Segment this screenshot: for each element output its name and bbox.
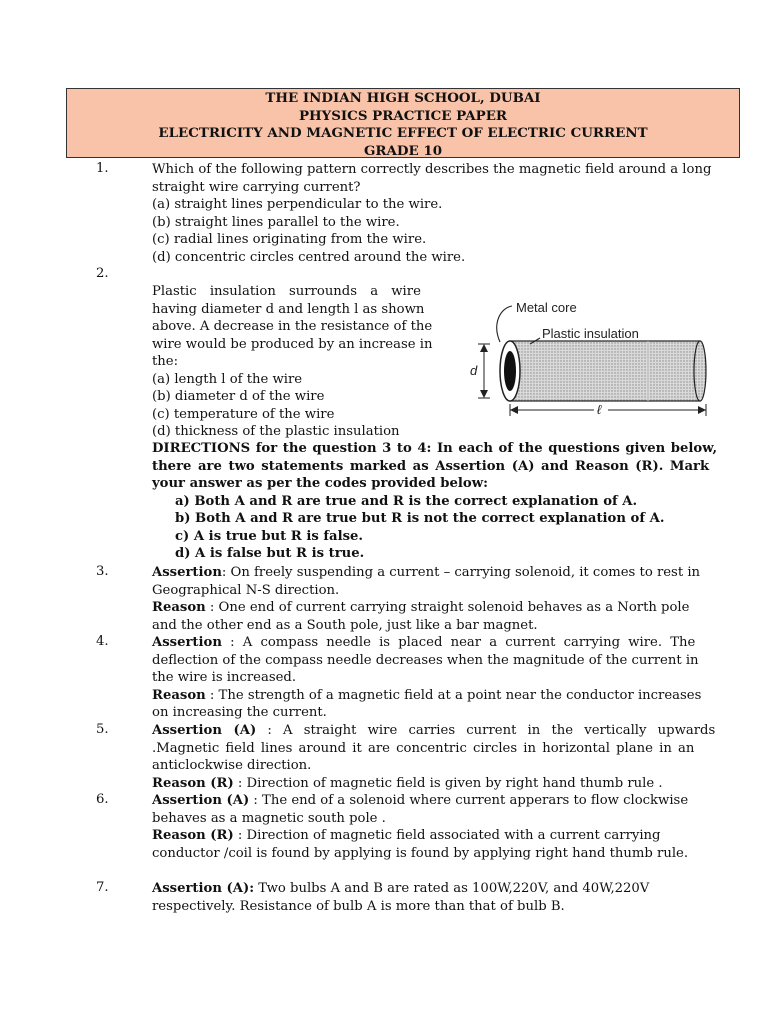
answer-code-c: c) A is true but R is false. [175,529,364,544]
question-1 [152,161,735,266]
question-1-text-line: Which of the following pattern correctly describes the magnetic field around a long [152,162,712,177]
question-number-5: 5. [96,722,109,737]
question-number-4: 4. [96,634,109,649]
question-2-text-line: Plastic insulation surrounds a wire [152,284,421,299]
question-1-option-b: (b) straight lines parallel to the wire. [152,214,400,230]
directions-line: your answer as per the codes provided below: [152,476,488,491]
question-2-text-line: wire would be produced by an increase in [152,336,433,352]
label-length: ℓ [597,402,602,417]
question-2 [152,283,442,441]
reason-text: : Direction of magnetic field associated with a current carrying [233,828,661,843]
question-number-6: 6. [96,792,109,807]
question-number-7: 7. [96,880,109,895]
assertion-text: : A compass needle is placed near a current carrying wire. The [221,635,696,650]
label-plastic-insulation: Plastic insulation [542,326,639,341]
assertion-label: Assertion [152,565,222,580]
question-2-option-d: (d) thickness of the plastic insulation [152,424,400,439]
reason-text: : Direction of magnetic field is given by right hand thumb rule . [233,775,663,791]
reason-label: Reason [152,600,206,615]
school-name: THE INDIAN HIGH SCHOOL, DUBAI [265,90,541,106]
paper-title: PHYSICS PRACTICE PAPER [298,107,508,124]
reason-label: Reason (R) [152,775,234,791]
question-6 [152,792,735,862]
question-5 [152,722,735,792]
question-2-text-line: having diameter d and length l as shown [152,301,425,317]
question-4 [152,634,735,722]
question-7 [152,880,735,915]
assertion-text: : On freely suspending a current – carrying solenoid, it comes to rest in [221,565,701,580]
question-1-option-a: (a) straight lines perpendicular to the wire. [152,197,443,212]
metal-core [504,351,516,391]
document-header [66,88,740,158]
question-2-option-a: (a) length l of the wire [152,371,303,387]
question-2-option-c: (c) temperature of the wire [152,406,335,422]
assertion-text: the wire is increased. [152,670,297,685]
question-1-text-line: straight wire carrying current? [152,179,361,195]
reason-text: : The strength of a magnetic field at a point near the conductor increases [205,687,702,703]
grade-label: GRADE 10 [363,142,443,159]
assertion-text: : The end of a solenoid where current apperars to flow clockwise [249,793,689,808]
assertion-text: : A straight wire carries current in the vertically upwards [256,723,716,738]
assertion-text: .Magnetic field lines around it are concentric circles in horizontal plane in an [152,740,695,756]
question-3 [152,564,735,634]
question-2-text-line: the: [152,354,179,369]
reason-text: conductor /coil is found by applying is found by applying right hand thumb rule. [152,845,689,861]
directions-line: there are two statements marked as Assertion (A) and Reason (R). Mark [152,458,710,474]
question-2-text-line: above. A decrease in the resistance of the [152,319,433,334]
question-number-3: 3. [96,564,109,579]
label-diameter: d [470,363,478,378]
assertion-text: respectively. Resistance of bulb A is more than that of bulb B. [152,898,565,914]
label-metal-core: Metal core [516,300,577,315]
assertion-label: Assertion (A) [152,793,250,808]
answer-code-d: d) A is false but R is true. [175,546,365,561]
question-1-option-c: (c) radial lines originating from the wire. [152,232,427,247]
assertion-label: Assertion (A): [152,881,255,896]
assertion-text: anticlockwise direction. [152,758,312,773]
assertion-text: Geographical N-S direction. [152,582,340,598]
question-2-option-b: (b) diameter d of the wire [152,389,325,404]
reason-text: : One end of current carrying straight solenoid behaves as a North pole [205,600,690,615]
question-number-1: 1. [96,161,109,176]
assertion-text: Two bulbs A and B are rated as 100W,220V, and 40W,220V [254,881,650,896]
directions-line: DIRECTIONS for the question 3 to 4: In each of the questions given below, [152,441,718,456]
plastic-insulation-body [510,341,700,401]
assertion-text: deflection of the compass needle decreases when the magnitude of the current in [152,652,699,668]
cylinder-far-end [694,341,706,401]
question-1-option-d: (d) concentric circles centred around the wire. [152,249,466,265]
assertion-label: Assertion [152,635,222,650]
chapter-title: ELECTRICITY AND MAGNETIC EFFECT OF ELECTRIC CURRENT [158,125,648,141]
insulated-wire-diagram [470,294,720,424]
reason-text: and the other end as a South pole, just like a bar magnet. [152,617,538,633]
question-number-2: 2. [96,266,109,281]
reason-text: on increasing the current. [152,705,327,720]
answer-code-b: b) Both A and R are true but R is not the correct explanation of A. [175,511,665,526]
assertion-label: Assertion (A) [152,723,257,738]
assertion-text: behaves as a magnetic south pole . [152,810,386,826]
reason-label: Reason (R) [152,828,234,843]
answer-code-a: a) Both A and R are true and R is the correct explanation of A. [175,494,638,509]
reason-label: Reason [152,687,206,703]
directions-block [152,440,735,493]
